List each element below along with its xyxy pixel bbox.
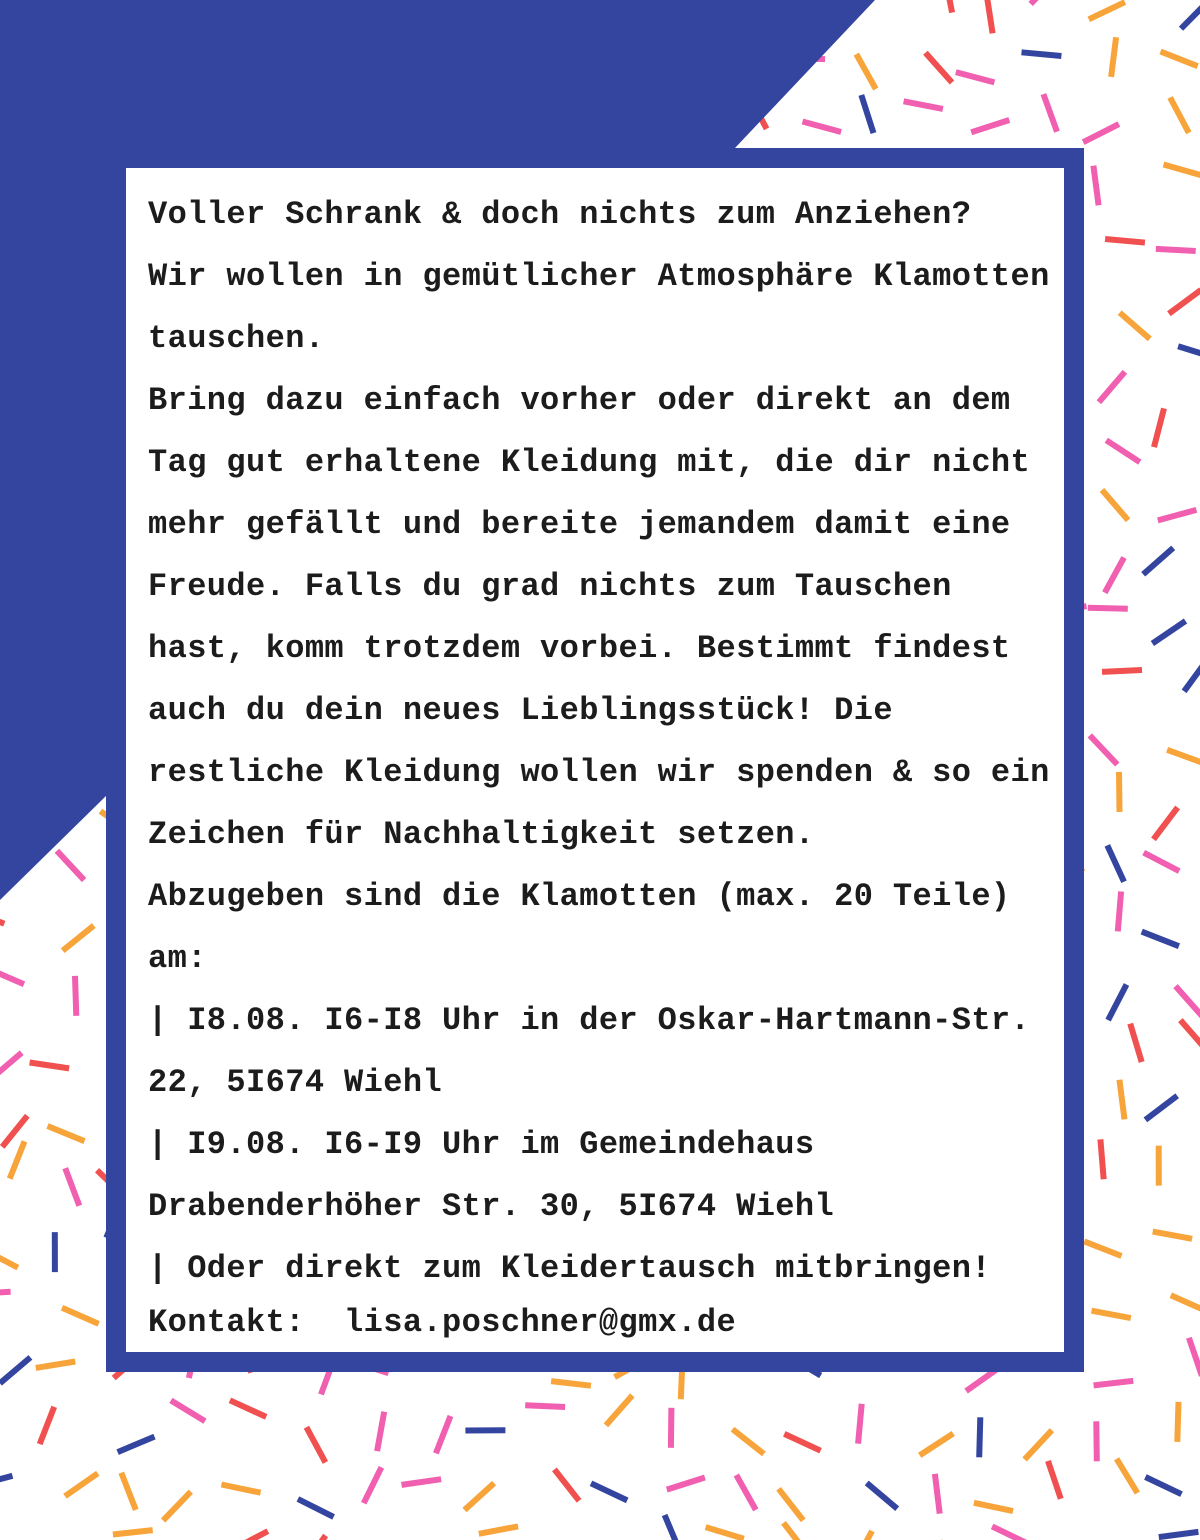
- text-line: Zeichen für Nachhaltigkeit setzen.: [148, 816, 815, 853]
- text-line: auch du dein neues Lieblingsstück! Die: [148, 692, 893, 729]
- contact-line: Kontakt: lisa.poschner@gmx.de: [148, 1304, 737, 1341]
- dropoff-date-1: | I8.08. I6-I8 Uhr in der Oskar-Hartmann-Str.: [148, 1002, 1031, 1039]
- flyer-text: [148, 184, 1058, 1346]
- text-line: Abzugeben sind die Klamotten (max. 20 Teile): [148, 878, 1011, 915]
- text-line: Tag gut erhaltene Kleidung mit, die dir nicht: [148, 444, 1031, 481]
- text-line: Bring dazu einfach vorher oder direkt an dem: [148, 382, 1011, 419]
- dropoff-address-2: Drabenderhöher Str. 30, 5I674 Wiehl: [148, 1188, 835, 1225]
- text-line: tauschen.: [148, 320, 325, 357]
- text-line-intro-question: Voller Schrank & doch nichts zum Anziehen?: [148, 196, 972, 233]
- text-line: restliche Kleidung wollen wir spenden & so ein: [148, 754, 1050, 791]
- dropoff-option-3: | Oder direkt zum Kleidertausch mitbringen!: [148, 1250, 991, 1287]
- text-line: Wir wollen in gemütlicher Atmosphäre Klamotten: [148, 258, 1050, 295]
- text-line: hast, komm trotzdem vorbei. Bestimmt findest: [148, 630, 1011, 667]
- text-line: Freude. Falls du grad nichts zum Tauschen: [148, 568, 952, 605]
- text-card: [126, 168, 1064, 1352]
- text-line: am:: [148, 940, 207, 977]
- dropoff-address-1: 22, 5I674 Wiehl: [148, 1064, 443, 1101]
- text-line: mehr gefällt und bereite jemandem damit eine: [148, 506, 1011, 543]
- dropoff-date-2: | I9.08. I6-I9 Uhr im Gemeindehaus: [148, 1126, 815, 1163]
